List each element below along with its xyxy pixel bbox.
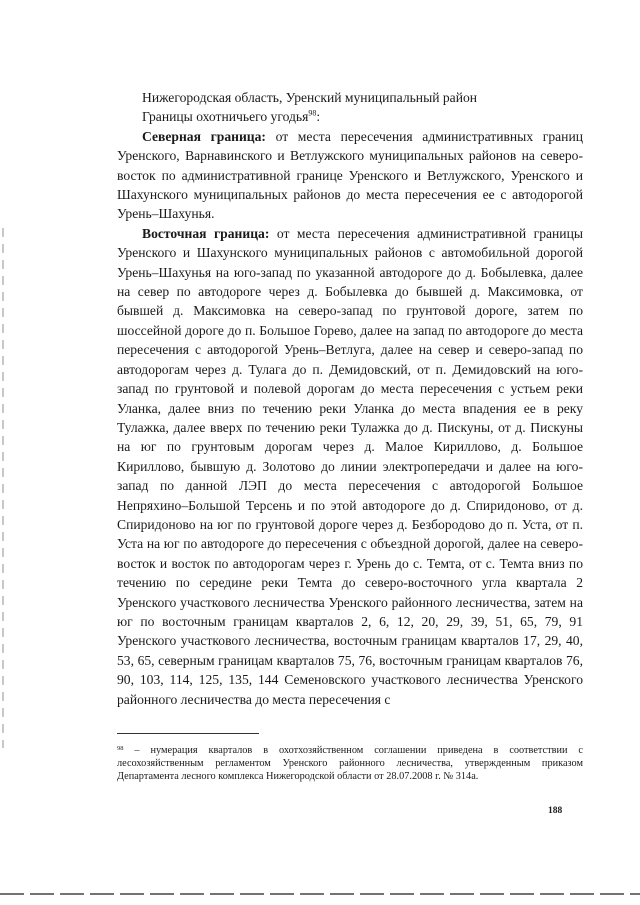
hunting-ground-heading: [117, 107, 583, 126]
region-line: Нижегородская область, Уренский муниципальный район: [142, 90, 478, 105]
footnote-reference: 98: [308, 108, 317, 118]
northern-border-label: Северная граница:: [142, 128, 266, 144]
footnote: [117, 742, 583, 783]
scan-artifact-bottom-edge: [0, 893, 640, 895]
eastern-border-text: от места пересечения административной границы Уренского и Шахунского муниципальных районов с автомобильной дорогой Урень–Шахунья на юго-запад по указанной автодороге до д. Бобылевка, далее на север по автодороге через д. Бобылевка до бывшей д. Максимовка, от бывшей д. Максимовка на северо-запад по грунтовой дороге, затем по шоссейной дороге до п. Большое Горево, далее на запад по автодороге до места пересечения с автодорогой Урень–Ветлуга, далее на север и северо-запад по автодорогам через д. Тулага до п. Демидовский, от п. Демидовский на юго-запад по грунтовой и полевой дорогам до места пересечения с устьем реки Уланка, далее вниз по течению реки Уланка до места впадения ее в реку Тулажка, далее вверх по течению реки Тулажка до д. Пискуны, от д. Пискуны на юг по грунтовым дорогам через д. Малое Кириллово, д. Большое Кириллово, бывшую д. Золотово до линии электропередачи и далее на юго-запад по данной ЛЭП до места пересечения с автодорогой Большое Непряхино–Большой Терсень и по этой автодороге до д. Спиридоново, от д. Спиридоново на юг по грунтовой дороге через д. Безбородово до п. Уста, от п. Уста на юг по автодороге до пересечения с объездной дорогой, далее на северо-восток и восток по автодорогам через г. Урень до с. Темта, от с. Темта вниз по течению по середине реки Темта до северо-восточного угла квартала 2 Уренского участкового лесничества Уренского районного лесничества, затем на юг по восточным границам кварталов 2, 6, 12, 20, 29, 39, 51, 65, 79, 91 Уренского участкового лесничества, восточным границам кварталов 17, 29, 40, 53, 65, северным границам кварталов 75, 76, восточным границам кварталов 76, 90, 103, 114, 125, 135, 144 Семеновского участкового лесничества Уренского районного лесничества до места пересечения с: [117, 225, 583, 707]
page-number: 188: [548, 806, 563, 816]
scan-artifact-left-edge: [2, 228, 4, 748]
footnote-divider: [117, 733, 259, 734]
footnote-paragraph: [117, 742, 583, 783]
eastern-border-paragraph: [117, 224, 583, 709]
northern-border-text: от места пересечения административных границ Уренского, Варнавинского и Ветлужского муниципальных районов на северо-восток по административной границе Уренского и Ветлужского, Уренского и Шахунского муниципальных районов до места пересечения ее с автодорогой Урень–Шахунья.: [117, 128, 583, 222]
footnote-text: – нумерация кварталов в охотхозяйственном соглашении приведена в соответствии с лесохозяйственным регламентом Уренского районного лесничества, утвержденным приказом Департамента лесного комплекса Нижегородской области от 28.07.2008 г. № 314а.: [117, 745, 583, 782]
hunting-ground-colon: :: [316, 109, 321, 125]
eastern-border-label: Восточная граница:: [142, 225, 270, 241]
footnote-mark: 98: [117, 745, 124, 752]
hunting-ground-text: Границы охотничьего угодья: [142, 109, 309, 125]
document-body: [117, 88, 583, 709]
northern-border-paragraph: [117, 127, 583, 224]
